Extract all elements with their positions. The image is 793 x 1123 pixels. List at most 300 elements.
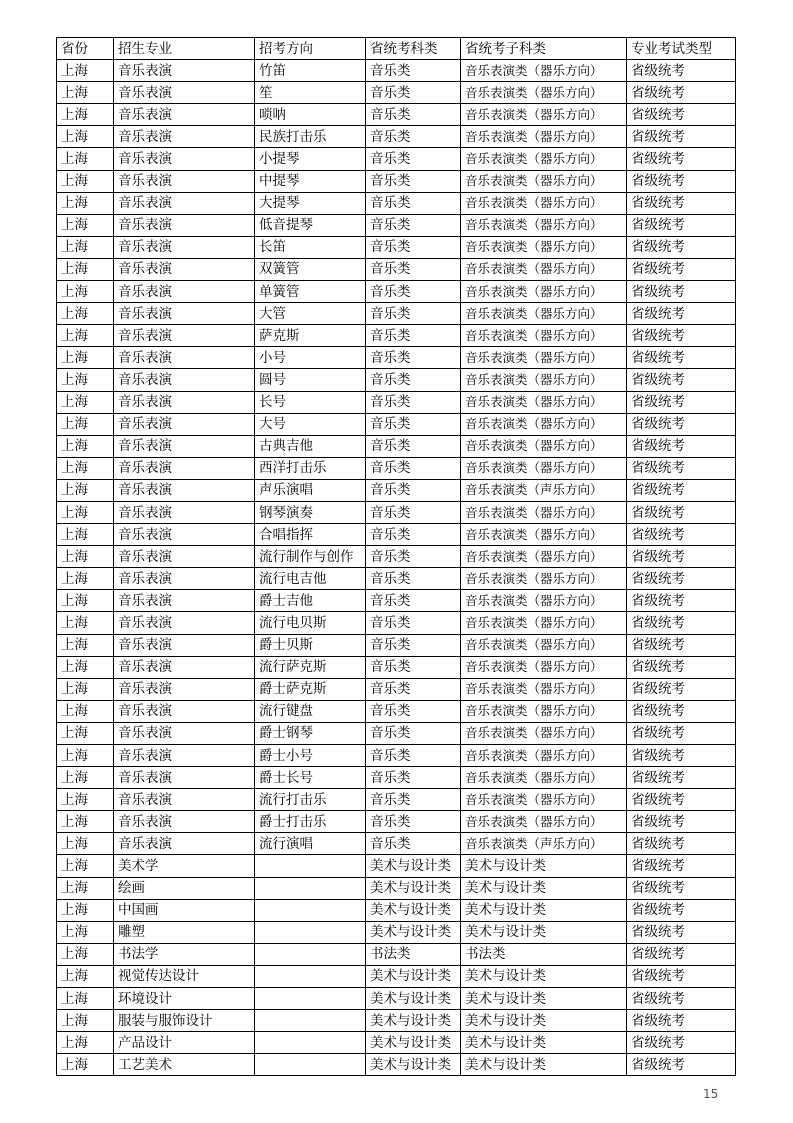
cell-direction: 爵士长号: [255, 767, 366, 789]
cell-province: 上海: [57, 1032, 114, 1054]
cell-exam-category: 音乐类: [366, 524, 461, 546]
cell-exam-category: 音乐类: [366, 656, 461, 678]
cell-exam-category: 音乐类: [366, 413, 461, 435]
cell-exam-category: 美术与设计类: [366, 921, 461, 943]
cell-exam-type: 省级统考: [627, 877, 736, 899]
cell-exam-subcategory: 音乐表演类（器乐方向）: [461, 391, 627, 413]
cell-exam-subcategory: 音乐表演类（器乐方向）: [461, 789, 627, 811]
cell-province: 上海: [57, 767, 114, 789]
cell-direction: 西洋打击乐: [255, 457, 366, 479]
cell-exam-type: 省级统考: [627, 612, 736, 634]
cell-direction: [255, 1054, 366, 1076]
table-row: [57, 325, 736, 347]
cell-province: 上海: [57, 82, 114, 104]
cell-exam-type: 省级统考: [627, 965, 736, 987]
table-row: [57, 524, 736, 546]
cell-major: 音乐表演: [114, 104, 255, 126]
cell-exam-subcategory: 音乐表演类（器乐方向）: [461, 347, 627, 369]
cell-direction: 长笛: [255, 236, 366, 258]
cell-direction: 竹笛: [255, 60, 366, 82]
cell-major: 音乐表演: [114, 767, 255, 789]
cell-major: 音乐表演: [114, 457, 255, 479]
cell-major: 音乐表演: [114, 590, 255, 612]
table-row: [57, 855, 736, 877]
cell-province: 上海: [57, 634, 114, 656]
table-row: [57, 501, 736, 523]
cell-province: 上海: [57, 281, 114, 303]
cell-exam-category: 音乐类: [366, 170, 461, 192]
cell-province: 上海: [57, 590, 114, 612]
cell-major: 音乐表演: [114, 524, 255, 546]
cell-exam-subcategory: 音乐表演类（器乐方向）: [461, 546, 627, 568]
cell-direction: 流行电贝斯: [255, 612, 366, 634]
cell-province: 上海: [57, 347, 114, 369]
cell-exam-subcategory: 音乐表演类（器乐方向）: [461, 258, 627, 280]
cell-major: 音乐表演: [114, 700, 255, 722]
table-row: [57, 236, 736, 258]
cell-exam-subcategory: 音乐表演类（器乐方向）: [461, 700, 627, 722]
cell-exam-type: 省级统考: [627, 722, 736, 744]
admissions-table: [56, 37, 736, 1076]
table-row: [57, 833, 736, 855]
cell-province: 上海: [57, 789, 114, 811]
cell-exam-subcategory: 美术与设计类: [461, 988, 627, 1010]
table-row: [57, 700, 736, 722]
cell-direction: 流行演唱: [255, 833, 366, 855]
cell-exam-subcategory: 音乐表演类（器乐方向）: [461, 524, 627, 546]
cell-exam-type: 省级统考: [627, 82, 736, 104]
cell-exam-subcategory: 音乐表演类（器乐方向）: [461, 104, 627, 126]
cell-exam-category: 音乐类: [366, 722, 461, 744]
cell-direction: 古典吉他: [255, 435, 366, 457]
cell-exam-category: 音乐类: [366, 833, 461, 855]
cell-direction: [255, 1010, 366, 1032]
cell-exam-category: 音乐类: [366, 435, 461, 457]
cell-exam-category: 美术与设计类: [366, 1010, 461, 1032]
cell-exam-subcategory: 音乐表演类（器乐方向）: [461, 501, 627, 523]
cell-major: 音乐表演: [114, 126, 255, 148]
cell-direction: 大管: [255, 303, 366, 325]
cell-major: 音乐表演: [114, 82, 255, 104]
cell-exam-type: 省级统考: [627, 524, 736, 546]
cell-exam-type: 省级统考: [627, 148, 736, 170]
table-row: [57, 568, 736, 590]
cell-major: 雕塑: [114, 921, 255, 943]
cell-province: 上海: [57, 236, 114, 258]
cell-direction: [255, 877, 366, 899]
header-cell-exam-category: 省统考科类: [366, 38, 461, 60]
cell-major: 音乐表演: [114, 811, 255, 833]
cell-direction: 唢呐: [255, 104, 366, 126]
cell-exam-category: 音乐类: [366, 457, 461, 479]
cell-exam-subcategory: 美术与设计类: [461, 1032, 627, 1054]
cell-exam-type: 省级统考: [627, 214, 736, 236]
cell-direction: 声乐演唱: [255, 479, 366, 501]
cell-major: 音乐表演: [114, 214, 255, 236]
cell-exam-type: 省级统考: [627, 568, 736, 590]
cell-exam-category: 音乐类: [366, 612, 461, 634]
cell-major: 音乐表演: [114, 303, 255, 325]
cell-exam-subcategory: 音乐表演类（器乐方向）: [461, 82, 627, 104]
cell-direction: 爵士贝斯: [255, 634, 366, 656]
cell-exam-type: 省级统考: [627, 656, 736, 678]
cell-major: 视觉传达设计: [114, 965, 255, 987]
table-row: [57, 722, 736, 744]
cell-direction: [255, 965, 366, 987]
header-row: [57, 38, 736, 60]
table-row: [57, 988, 736, 1010]
cell-direction: 合唱指挥: [255, 524, 366, 546]
cell-exam-category: 美术与设计类: [366, 1054, 461, 1076]
cell-exam-subcategory: 音乐表演类（器乐方向）: [461, 60, 627, 82]
cell-exam-category: 美术与设计类: [366, 988, 461, 1010]
cell-province: 上海: [57, 700, 114, 722]
cell-exam-category: 音乐类: [366, 479, 461, 501]
cell-major: 绘画: [114, 877, 255, 899]
cell-exam-category: 书法类: [366, 943, 461, 965]
cell-direction: 爵士吉他: [255, 590, 366, 612]
cell-exam-type: 省级统考: [627, 369, 736, 391]
cell-exam-category: 音乐类: [366, 700, 461, 722]
cell-major: 音乐表演: [114, 281, 255, 303]
cell-province: 上海: [57, 722, 114, 744]
cell-major: 音乐表演: [114, 634, 255, 656]
cell-direction: [255, 988, 366, 1010]
cell-major: 音乐表演: [114, 325, 255, 347]
table-row: [57, 214, 736, 236]
cell-exam-type: 省级统考: [627, 258, 736, 280]
cell-direction: 笙: [255, 82, 366, 104]
header-cell-major: 招生专业: [114, 38, 255, 60]
cell-exam-type: 省级统考: [627, 1032, 736, 1054]
cell-exam-type: 省级统考: [627, 347, 736, 369]
cell-province: 上海: [57, 656, 114, 678]
cell-exam-category: 美术与设计类: [366, 965, 461, 987]
cell-province: 上海: [57, 170, 114, 192]
cell-major: 中国画: [114, 899, 255, 921]
table-row: [57, 612, 736, 634]
table-row: [57, 546, 736, 568]
cell-exam-category: 音乐类: [366, 391, 461, 413]
cell-direction: 小提琴: [255, 148, 366, 170]
cell-exam-category: 音乐类: [366, 546, 461, 568]
cell-province: 上海: [57, 921, 114, 943]
cell-direction: 双簧管: [255, 258, 366, 280]
cell-direction: 大号: [255, 413, 366, 435]
cell-direction: [255, 921, 366, 943]
cell-province: 上海: [57, 148, 114, 170]
cell-direction: 小号: [255, 347, 366, 369]
cell-province: 上海: [57, 612, 114, 634]
cell-major: 音乐表演: [114, 148, 255, 170]
table-row: [57, 303, 736, 325]
cell-exam-subcategory: 音乐表演类（器乐方向）: [461, 170, 627, 192]
cell-exam-type: 省级统考: [627, 170, 736, 192]
cell-exam-type: 省级统考: [627, 811, 736, 833]
cell-exam-category: 音乐类: [366, 347, 461, 369]
cell-province: 上海: [57, 325, 114, 347]
cell-direction: 爵士萨克斯: [255, 678, 366, 700]
cell-exam-type: 省级统考: [627, 789, 736, 811]
cell-province: 上海: [57, 60, 114, 82]
cell-province: 上海: [57, 126, 114, 148]
cell-exam-category: 音乐类: [366, 634, 461, 656]
cell-exam-subcategory: 美术与设计类: [461, 1010, 627, 1032]
cell-direction: 爵士小号: [255, 745, 366, 767]
cell-exam-type: 省级统考: [627, 634, 736, 656]
cell-exam-subcategory: 音乐表演类（器乐方向）: [461, 435, 627, 457]
cell-major: 音乐表演: [114, 546, 255, 568]
cell-exam-type: 省级统考: [627, 855, 736, 877]
cell-exam-category: 音乐类: [366, 82, 461, 104]
cell-exam-type: 省级统考: [627, 833, 736, 855]
table-body: [57, 38, 736, 1076]
cell-province: 上海: [57, 943, 114, 965]
cell-province: 上海: [57, 258, 114, 280]
page-number: 15: [703, 1087, 719, 1101]
cell-exam-subcategory: 音乐表演类（器乐方向）: [461, 126, 627, 148]
cell-direction: 中提琴: [255, 170, 366, 192]
cell-province: 上海: [57, 855, 114, 877]
table-row: [57, 192, 736, 214]
cell-exam-subcategory: 音乐表演类（声乐方向）: [461, 833, 627, 855]
cell-province: 上海: [57, 678, 114, 700]
cell-exam-subcategory: 美术与设计类: [461, 965, 627, 987]
cell-province: 上海: [57, 303, 114, 325]
cell-exam-subcategory: 音乐表演类（器乐方向）: [461, 678, 627, 700]
header-cell-exam-subcategory: 省统考子科类: [461, 38, 627, 60]
cell-exam-category: 音乐类: [366, 501, 461, 523]
table-row: [57, 656, 736, 678]
cell-exam-subcategory: 音乐表演类（器乐方向）: [461, 413, 627, 435]
cell-major: 音乐表演: [114, 501, 255, 523]
cell-major: 音乐表演: [114, 745, 255, 767]
cell-exam-subcategory: 音乐表演类（器乐方向）: [461, 192, 627, 214]
cell-major: 音乐表演: [114, 391, 255, 413]
cell-exam-type: 省级统考: [627, 921, 736, 943]
cell-direction: [255, 943, 366, 965]
cell-major: 音乐表演: [114, 413, 255, 435]
cell-exam-type: 省级统考: [627, 281, 736, 303]
cell-exam-category: 音乐类: [366, 60, 461, 82]
cell-exam-type: 省级统考: [627, 1054, 736, 1076]
cell-exam-category: 音乐类: [366, 214, 461, 236]
table-row: [57, 1010, 736, 1032]
cell-major: 音乐表演: [114, 789, 255, 811]
table-row: [57, 413, 736, 435]
cell-exam-type: 省级统考: [627, 391, 736, 413]
cell-exam-category: 音乐类: [366, 281, 461, 303]
cell-direction: [255, 855, 366, 877]
table-row: [57, 1054, 736, 1076]
cell-province: 上海: [57, 811, 114, 833]
cell-direction: [255, 899, 366, 921]
cell-exam-type: 省级统考: [627, 943, 736, 965]
cell-province: 上海: [57, 457, 114, 479]
cell-exam-type: 省级统考: [627, 457, 736, 479]
cell-exam-category: 音乐类: [366, 303, 461, 325]
cell-major: 音乐表演: [114, 192, 255, 214]
cell-direction: 民族打击乐: [255, 126, 366, 148]
cell-major: 音乐表演: [114, 678, 255, 700]
cell-major: 音乐表演: [114, 170, 255, 192]
cell-major: 音乐表演: [114, 612, 255, 634]
table-row: [57, 258, 736, 280]
table-row: [57, 811, 736, 833]
cell-direction: 流行制作与创作: [255, 546, 366, 568]
cell-exam-category: 音乐类: [366, 745, 461, 767]
cell-exam-category: 音乐类: [366, 192, 461, 214]
cell-exam-type: 省级统考: [627, 479, 736, 501]
cell-major: 环境设计: [114, 988, 255, 1010]
table-row: [57, 479, 736, 501]
cell-exam-subcategory: 音乐表演类（器乐方向）: [461, 656, 627, 678]
table-row: [57, 148, 736, 170]
cell-province: 上海: [57, 988, 114, 1010]
cell-exam-subcategory: 音乐表演类（器乐方向）: [461, 568, 627, 590]
table-row: [57, 877, 736, 899]
cell-province: 上海: [57, 833, 114, 855]
cell-exam-subcategory: 美术与设计类: [461, 899, 627, 921]
table-row: [57, 745, 736, 767]
cell-major: 音乐表演: [114, 656, 255, 678]
cell-province: 上海: [57, 501, 114, 523]
cell-exam-subcategory: 书法类: [461, 943, 627, 965]
cell-major: 服装与服饰设计: [114, 1010, 255, 1032]
cell-major: 音乐表演: [114, 347, 255, 369]
cell-exam-category: 美术与设计类: [366, 899, 461, 921]
table-row: [57, 943, 736, 965]
table-row: [57, 60, 736, 82]
cell-exam-type: 省级统考: [627, 435, 736, 457]
cell-exam-subcategory: 美术与设计类: [461, 1054, 627, 1076]
cell-exam-subcategory: 音乐表演类（器乐方向）: [461, 767, 627, 789]
cell-exam-subcategory: 音乐表演类（器乐方向）: [461, 590, 627, 612]
cell-exam-type: 省级统考: [627, 236, 736, 258]
cell-province: 上海: [57, 745, 114, 767]
cell-province: 上海: [57, 524, 114, 546]
cell-exam-subcategory: 音乐表演类（器乐方向）: [461, 722, 627, 744]
cell-major: 音乐表演: [114, 60, 255, 82]
cell-major: 音乐表演: [114, 369, 255, 391]
cell-exam-category: 音乐类: [366, 126, 461, 148]
table-row: [57, 126, 736, 148]
cell-exam-subcategory: 音乐表演类（器乐方向）: [461, 236, 627, 258]
cell-major: 音乐表演: [114, 236, 255, 258]
cell-exam-type: 省级统考: [627, 303, 736, 325]
cell-exam-type: 省级统考: [627, 745, 736, 767]
table-row: [57, 767, 736, 789]
cell-direction: 大提琴: [255, 192, 366, 214]
table-row: [57, 965, 736, 987]
cell-exam-subcategory: 美术与设计类: [461, 855, 627, 877]
table-row: [57, 391, 736, 413]
cell-exam-category: 音乐类: [366, 148, 461, 170]
cell-major: 音乐表演: [114, 568, 255, 590]
cell-direction: 低音提琴: [255, 214, 366, 236]
table-row: [57, 590, 736, 612]
cell-exam-type: 省级统考: [627, 325, 736, 347]
cell-direction: 流行键盘: [255, 700, 366, 722]
table-row: [57, 899, 736, 921]
cell-exam-type: 省级统考: [627, 700, 736, 722]
cell-direction: 圆号: [255, 369, 366, 391]
cell-exam-type: 省级统考: [627, 590, 736, 612]
cell-major: 音乐表演: [114, 722, 255, 744]
cell-major: 音乐表演: [114, 435, 255, 457]
cell-exam-type: 省级统考: [627, 678, 736, 700]
cell-exam-type: 省级统考: [627, 767, 736, 789]
cell-direction: 流行打击乐: [255, 789, 366, 811]
cell-exam-type: 省级统考: [627, 192, 736, 214]
table-row: [57, 634, 736, 656]
cell-province: 上海: [57, 1010, 114, 1032]
cell-exam-subcategory: 音乐表演类（器乐方向）: [461, 745, 627, 767]
cell-exam-category: 音乐类: [366, 568, 461, 590]
cell-province: 上海: [57, 214, 114, 236]
cell-province: 上海: [57, 568, 114, 590]
table-row: [57, 457, 736, 479]
cell-exam-category: 音乐类: [366, 811, 461, 833]
table-row: [57, 281, 736, 303]
cell-exam-type: 省级统考: [627, 60, 736, 82]
cell-exam-type: 省级统考: [627, 1010, 736, 1032]
cell-exam-subcategory: 音乐表演类（器乐方向）: [461, 303, 627, 325]
cell-direction: 流行萨克斯: [255, 656, 366, 678]
cell-major: 音乐表演: [114, 258, 255, 280]
cell-exam-category: 音乐类: [366, 678, 461, 700]
cell-province: 上海: [57, 192, 114, 214]
header-cell-exam-type: 专业考试类型: [627, 38, 736, 60]
cell-province: 上海: [57, 391, 114, 413]
cell-direction: 单簧管: [255, 281, 366, 303]
cell-exam-type: 省级统考: [627, 413, 736, 435]
cell-major: 音乐表演: [114, 479, 255, 501]
cell-exam-subcategory: 美术与设计类: [461, 877, 627, 899]
cell-exam-subcategory: 音乐表演类（器乐方向）: [461, 634, 627, 656]
cell-exam-type: 省级统考: [627, 126, 736, 148]
cell-direction: 萨克斯: [255, 325, 366, 347]
cell-exam-category: 音乐类: [366, 789, 461, 811]
cell-province: 上海: [57, 413, 114, 435]
cell-province: 上海: [57, 104, 114, 126]
cell-exam-subcategory: 音乐表演类（器乐方向）: [461, 811, 627, 833]
cell-province: 上海: [57, 546, 114, 568]
table-row: [57, 1032, 736, 1054]
cell-exam-category: 音乐类: [366, 767, 461, 789]
cell-province: 上海: [57, 435, 114, 457]
cell-major: 工艺美术: [114, 1054, 255, 1076]
cell-exam-category: 音乐类: [366, 325, 461, 347]
cell-exam-subcategory: 音乐表演类（器乐方向）: [461, 325, 627, 347]
cell-province: 上海: [57, 369, 114, 391]
cell-exam-category: 音乐类: [366, 104, 461, 126]
cell-province: 上海: [57, 899, 114, 921]
cell-direction: 爵士钢琴: [255, 722, 366, 744]
cell-direction: 钢琴演奏: [255, 501, 366, 523]
cell-direction: [255, 1032, 366, 1054]
table-row: [57, 170, 736, 192]
cell-exam-category: 美术与设计类: [366, 877, 461, 899]
cell-exam-subcategory: 音乐表演类（器乐方向）: [461, 281, 627, 303]
table-row: [57, 104, 736, 126]
cell-major: 音乐表演: [114, 833, 255, 855]
table-row: [57, 82, 736, 104]
cell-province: 上海: [57, 877, 114, 899]
cell-exam-type: 省级统考: [627, 899, 736, 921]
cell-exam-subcategory: 音乐表演类（声乐方向）: [461, 479, 627, 501]
cell-exam-subcategory: 音乐表演类（器乐方向）: [461, 214, 627, 236]
